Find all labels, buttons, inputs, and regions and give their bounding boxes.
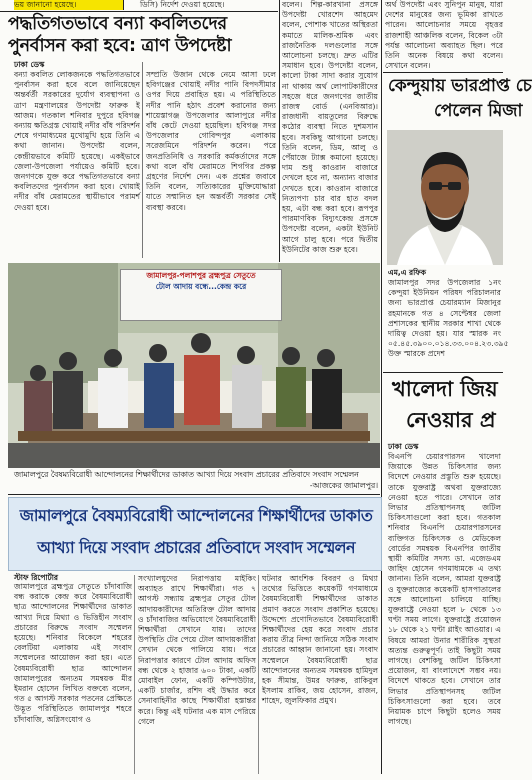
khaleda-byline: ঢাকা ডেস্ক [388,442,419,451]
press-conference-photo [8,263,380,468]
khaleda-headline-line-1: খালেদা জিয় [392,377,498,401]
protest-banner-line-2: টোল আদায় বন্ধে...কেন্দ্র করে [155,282,247,291]
column-divider [134,575,135,774]
photo-credit: -আজকের জামালপুর। [309,480,378,490]
press-body-col-1: জামালপুরে ব্রহ্মপুত্র সেতুতে চাঁদাবাজি বন্ধ করাকে কেন্দ্র করে বৈষম্যবিরোধী ছাত্র আন্দোলনের শিক্ষার্থীদের ডাকাত আখ্যা দিয়ে মিথ্যা ও ভিত্তিহীন সংবাদ প্রচারের বিরুদ্ধে সংবাদ সম্মেলন হয়েছে। শনিবার বিকেলে শহরের বেলটিয়া এলাকায় এই সংবাদ সম্মেলনের আয়োজন করা হয়। এতে বৈষম্যবিরোধী ছাত্র আন্দোলন জামালপুরের অন্যতম সমন্বয়ক মীর ইমরান হোসেন লিখিত বক্তব্যে বলেন, গত ৫ আগস্ট সরকার পতনের প্রেক্ষিতে উদ্ভূত পরিস্থিতিতে জামালপুর শহরে চাঁদাবাজি, অগ্নিসংযোগ ও [14,582,132,724]
kendua-body: জামালপুর সদর উপজেলার ১নং কেন্দুয়া ইউনিয়ন পরিষদ পরিচালনার জন্য ভারপ্রাপ্ত চেয়ারম্যান মিজানুর রহমানকে গত ৪ সেপ্টেম্বর জেলা প্রশাসকের স্থানীয় সরকার শাখা থেকে দায়িত্ব দেওয়া হয়। যার স্মারক নং ০৫.৪৫.৩৯০০.০১৪.৩৩.০০৪.২৩.৩৯৫ উক্ত স্মারকে প্রদেশ [388,278,509,359]
section-rule [383,72,503,73]
press-byline: স্টাফ রিপোর্টার [14,573,59,582]
flood-body-col-1: বন্যা কবলিত লোকজনকে পদ্ধতিগতভাবে পুনর্বাসন করা হবে বলে জানিয়েছেন অন্তর্বর্তী সরকারের দুর্যোগ ব্যবস্থাপনা ও ত্রাণ মন্ত্রণালয়ের উপদেষ্টা ফারুক ই আজম। গতকাল শনিবার দুপুরে হবিগঞ্জ বন্যায় ক্ষতিগ্রস্ত খোয়াই নদীর বাঁধ পরিদর্শন শেষে গণমাধ্যমের মুখোমুখি হয়ে তিনি এ কথা জানান। উপদেষ্টা বলেন, কেন্দ্রীয়ভাবে কমিটি হয়েছে। একইভাবে জেলা-উপজেলা পর্যায়েও কমিটি হবে। জনগণকে যুক্ত করে পদ্ধতিগতভাবে বন্যা কবলিতদের পুনর্বাসন করা হবে। খোয়াই নদীর বাঁধ মেরামতের স্থায়ীভাবে পরামর্শ দেওয়া হবে। [14,70,140,212]
portrait-photo [387,130,503,265]
column-divider [123,0,124,10]
kendua-byline: এম,এ রফিক [388,268,427,277]
continued-article-column: বলেন। শিল্প-কারখানা প্রসঙ্গে উপদেষ্টা খোরশেদ আহমেদ বলেন, পোশাক খাতের অস্থিরতা কমাতে মালিক-শ্রমিক এবং রাজনৈতিক দলগুলোর সঙ্গে আলোচনা চলছে। দ্রুত এটির সমাধান হবে। উপদেষ্টা বলেন, কালো টাকা সাদা করার সুযোগ না থাকায় অর্থ লোপাটকারীদের সহজে ধরে জনগণের জাতীয় রাজস্ব বোর্ড (এনবিআর)। রাজধানী বায়তুলের বিরুদ্ধে কঠোর ব্যবস্থা নিতে দুশমসান হবে। সবকিছু আগানো চলছে। তিনি বলেন, ডিম, আলু ও পেঁয়াজে ট্যাক্স কমানো হয়েছে। দাম শুধু কাওরান বাজারে দেখলে হবে না, অন্যান্য বাজার দেখতে হবে। কাওরান বাজারে নিত্যপণ্য চার বার হাত বদল হয়, এটা বন্ধ করা হবে। রূপপুর পারমাণবিক বিদ্যুৎকেন্দ্র প্রসঙ্গে উপদেষ্টা বলেন, একটা ইউনিট আগে চালু হবে। পরে দ্বিতীয় ইউনিটের কাজ শুরু হবে। [282,0,378,254]
flood-byline: ঢাকা ডেস্ক [14,60,45,69]
press-headline-line-1: জামালপুরে বৈষম্যবিরোধী আন্দোলনের শিক্ষার্থীদের ডাকাত [19,506,373,525]
column-divider [142,62,143,258]
protest-banner-line-1: জামালপুর-পলাশপুর ব্রহ্মপুত্র সেতুতে [146,271,256,280]
top-left-snippet: ভয় জানানো হয়েছে। [14,0,124,10]
press-headline [14,500,378,564]
press-body-col-2: সংখ্যালঘুদের নিরাপত্তায় মাইকিং অব্যাহত রাখে শিক্ষার্থীরা। গত ৭ আগস্ট সন্ধ্যায় ব্রহ্মপুত্র সেতুর টোল আদায়কারীদের অতিরিক্ত টোল আদায় ও চাঁদাবাজির অভিযোগে বৈষম্যবিরোধী শিক্ষার্থীরা সেখানে যায়। তাদের উপস্থিতি টের পেয়ে টোল আদায়কারীরা সেখান থেকে পালিয়ে যায়। পরে নিরাপত্তার কারণে টোল আদায় অফিস বন্ধ থেকে ২ হাজার ৬০০ টাকা, একটি মোবাইল ফোন, একটি কম্পিউটার, একটি চার্জার, রশিদ বই উদ্ধার করে সেনাবাহিনীর কাছে শিক্ষার্থীরা হস্তান্তর করে। কিন্তু এই ঘটনার এক মাস পেরিয়ে গেলে [138,574,256,726]
khaleda-headline-line-2: নেওয়ার প্র [406,408,496,432]
press-body-col-3: ঘটনার আংশিক বিবরণ ও মিথ্যা তথ্যের ভিত্তিতে কয়েকটি গণমাধ্যমে বৈষম্যবিরোধী শিক্ষার্থীদের ডাকাত প্রমাণ করতে সংবাদ প্রকাশিত হয়েছে। উদ্দেশ্যে প্রণোদিতভাবে বৈষম্যবিরোধী শিক্ষার্থীদের হেয় করে সংবাদ প্রচার করায় তীব্র নিন্দা জানিয়ে সঠিক সংবাদ প্রচারের আহ্বান জানানো হয়। সংবাদ সম্মেলনে বৈষম্যবিরোধী ছাত্র আন্দোলনের অন্যতম সমন্বয়ক হামিদুল হক সীমান্ত, উমর ফারুক, রাকিবুল ইসলাম রাকিব, জয় হোসেন, রাজন, শাহেদ, জুলফিকার প্রমুখ। [262,574,378,706]
photo-caption-text: জামালপুরে বৈষম্যবিরোধী আন্দোলনের শিক্ষার্থীদের ডাকাত আখ্যা দিয়ে সংবাদ প্রচারের প্রতিবাদে সংবাদ সম্মেলন [14,470,359,479]
press-headline-line-2: আখ্যা দিয়ে সংবাদ প্রচারের প্রতিবাদে সংবাদ সম্মেলন [37,538,355,557]
khaleda-body: বিএনপি চেয়ারপারসন খালেদা জিয়াকে উন্নত চিকিৎসার জন্য বিদেশে নেওয়ার প্রস্তুতি শুরু হয়েছে। তাকে যুক্তরাষ্ট্র অথবা যুক্তরাজ্যে নেওয়া হতে পারে। সেখানে তার লিভার প্রতিস্থাপনসহ জটিল চিকিৎসাগুলো করা হবে। গতকাল শনিবার বিএনপি চেয়ারপারসনের ব্যক্তিগত চিকিৎসক ও মেডিকেল বোর্ডের সমন্বয়ক বিএনপির জাতীয় স্থায়ী কমিটির সদস্য ডা. এজেডএম জাহিদ হোসেন গণমাধ্যমকে এ তথ্য জানান। তিনি বলেন, আমরা যুক্তরাষ্ট্র ও যুক্তরাজ্যের কয়েকটি হাসপাতালের সঙ্গে আলোচনা চালিয়ে যাচ্ছি। যুক্তরাষ্ট্রে নেওয়া হলে ৮ থেকে ১৩ ঘণ্টা সময় লাগে। যুক্তরাষ্ট্রে প্রয়োজন ১৮ থেকে ২১ ঘণ্টা গ্লাইং আওয়ার। এ বিষয়ে আমরা উনার শারীরিক সুস্থতা অত্যন্ত গুরুত্বপূর্ণ। তাই কিছুটা সময় লাগছে। বেশকিছু জটিল চিকিৎসা প্রয়োজন, যা বাংলাদেশে সম্ভব নয়। বিদেশে থাকতে হবে। সেখানে তার লিভার প্রতিস্থাপনসহ জটিল চিকিৎসাগুলো করা হবে। তবে নিয়ামক চাপে কিছুটা হলেও সময় লাগছে। [388,452,501,727]
section-rule [0,11,278,12]
kendua-headline-line-2: পেলেন মিজা [434,101,523,121]
protest-banner [120,269,282,321]
portrait-illustration [387,130,503,265]
top-mid-snippet: ডিসি) নির্দেশ দেওয়া হয়েছে। [140,0,225,9]
flood-headline-line-2: পুনর্বাসন করা হবে: ত্রাণ উপদেষ্টা [8,36,232,56]
column-divider [279,0,280,262]
far-right-continued-text: অর্থ উপদেষ্টা এবং সুনিপুন মানুষ, যারা দেশের মানুষের জন্য ভূমিকা রাখতে পারেন। আলোচনার সময়ে বৃহত্তর রাজশাহী আঞ্চলিক বলেন, বিকেল ৩টা পর্যন্ত আলোচনা অব্যাহত ছিল। পরে তিনি অনেক বিষয়ে কথা বলেন। সেখানে বলেন। [385,0,503,71]
flood-headline [8,13,276,57]
column-divider [258,575,259,774]
section-rule [383,372,503,373]
section-rule [8,494,380,495]
kendua-headline [388,74,532,126]
kendua-headline-line-1: কেন্দুয়ায় ভারপ্রাপ্ত চে [388,76,532,96]
column-divider [381,0,382,774]
flood-headline-line-1: পদ্ধতিগতভাবে বন্যা কবলিতদের [8,14,227,34]
photo-caption [14,470,378,492]
khaleda-headline [392,374,503,438]
flood-body-col-2: সম্প্রতি উজান থেকে নেমে আসা ঢলে হবিগঞ্জের খোয়াই নদীর পানি বিপদসীমার ওপর দিয়ে প্রবাহিত হয়। এ পরিস্থিতিতে নদীর পানি হঠাৎ প্রবেশ করানোর জন্য শায়েস্তাগঞ্জ উপজেলার আলাপুরে নদীর বাঁধ কেটে দেওয়া হয়েছিল। হবিগঞ্জ সদর উপজেলার গোবিন্দপুর এলাকায় সরেজমিনে পরিদর্শন করেন। পরে জনপ্রতিনিধি ও সরকারি কর্মকর্তাদের সঙ্গে কথা বলে বাঁধ মেরামতে শিগগির প্রকল্প গ্রহণের নির্দেশ দেন। এক প্রশ্নের জবাবে তিনি বলেন, সত্যিকারের মুক্তিযোদ্ধারা যাতে সম্মানিত হন অন্তর্বর্তী সরকার সেই ব্যবস্থা করবে। [146,70,276,212]
